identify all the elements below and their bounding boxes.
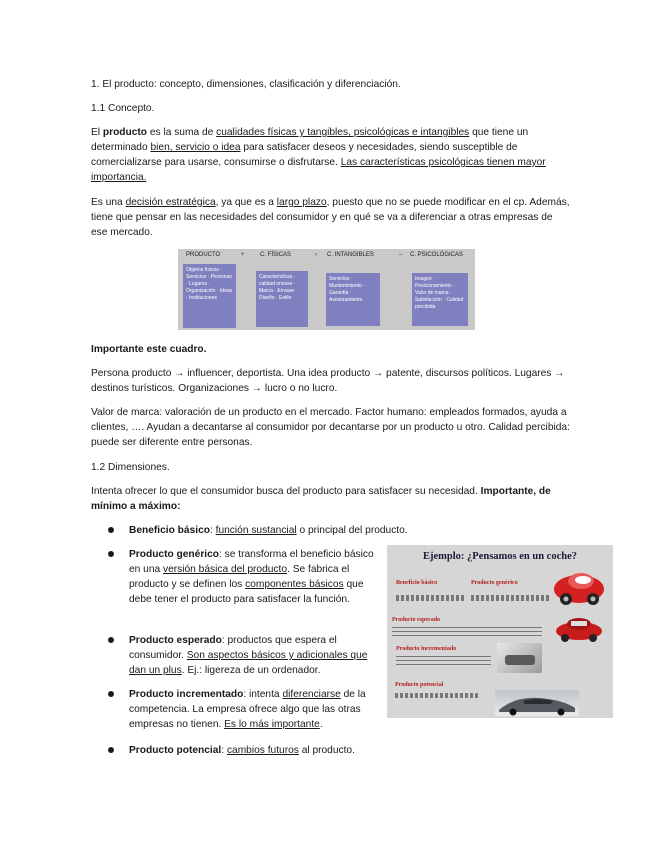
list-item-producto-esperado: Producto esperado: productos que espera el consumidor. Son aspectos básicos y adicionales que dan un plus. Ej.: ligereza de un ordenador.: [129, 635, 368, 676]
slide-desc-line: [395, 693, 480, 698]
diagram-header-intangibles: C. INTANGIBLES: [327, 252, 374, 258]
list-item-producto-incrementado: Producto incrementado: intenta diferenciarse de la competencia. La empresa ofrece algo que las otras empresas no tienen. Es lo más importante.: [129, 689, 366, 730]
slide-label-generico: Producto genérico: [471, 580, 518, 586]
bullet-icon: [108, 747, 114, 753]
diagram-header-psicologicas: C. PSICOLÓGICAS: [410, 252, 464, 258]
section-title-concept: 1.1 Concepto.: [91, 103, 155, 114]
dash-icon: –: [399, 252, 403, 258]
slide-label-beneficio: Beneficio básico: [396, 580, 438, 586]
product-components-diagram: [178, 249, 475, 330]
red-car-icon: [553, 567, 605, 607]
slide-title: Ejemplo: ¿Pensamos en un coche?: [423, 551, 577, 562]
dimensions-intro: Intenta ofrecer lo que el consumidor busca del producto para satisfacer su necesidad. Importante, de mínimo a máximo:: [91, 486, 551, 512]
slide-desc-line: [471, 595, 549, 601]
bullet-icon: [108, 527, 114, 533]
bullet-icon: [108, 691, 114, 697]
slide-desc-line: [396, 656, 491, 666]
section-title-dimensions: 1.2 Dimensiones.: [91, 462, 170, 473]
examples-paragraph: Persona producto → influencer, deportista. Una idea producto → patente, discursos políticos. Lugares → destinos turísticos. Organizaciones → lucro o no lucro.: [91, 368, 565, 394]
bullet-icon: [108, 551, 114, 557]
heading: 1. El producto: concepto, dimensiones, clasificación y diferenciación.: [91, 79, 401, 90]
car-interior-image: [497, 643, 542, 673]
bullet-icon: [108, 637, 114, 643]
concept-paragraph: El producto es la suma de cualidades físicas y tangibles, psicológicas e intangibles que tiene un determinado bien, servicio o idea para satisfacer deseos y necesidades, siendo susceptible de comercializarse para usarse, consumirse o disfrutarse. Las características psicológicas tienen mayor importancia.: [91, 127, 546, 183]
list-item-producto-potencial: Producto potencial: cambios futuros al producto.: [129, 745, 355, 756]
diagram-box-intangibles: Servicios · Mantenimiento · Garantía · Asesoramiento: [326, 273, 380, 326]
important-note: Importante este cuadro.: [91, 344, 207, 355]
diagram-box-producto: Objetos físicos · Servicios · Personas · Lugares · Organización · Ideas · Instituciones: [183, 264, 236, 328]
brand-value-paragraph: Valor de marca: valoración de un producto en el mercado. Factor humano: empleados formados, ayuda a clientes, …. Ayudan a decantarse al consumidor por decantarse por un producto u otro. Calidad percibida: puede ser diferente entre personas.: [91, 407, 570, 448]
concept-car-image: [495, 690, 579, 716]
concept-car-icon: [495, 690, 579, 716]
plus-icon: +: [241, 252, 245, 258]
diagram-header-producto: PRODUCTO: [186, 252, 221, 258]
car-example-slide: [387, 545, 613, 718]
slide-label-incrementado: Producto incrementado: [396, 646, 457, 652]
list-item-beneficio-basico: Beneficio básico: función sustancial o principal del producto.: [129, 525, 408, 536]
diagram-header-fisicas: C. FÍSICAS: [260, 252, 292, 258]
slide-desc-line: [392, 627, 542, 637]
diagram-box-fisicas: Características · calidad envase · Marca · Envase · Diseño · Estilo: [256, 271, 308, 327]
slide-desc-line: [396, 595, 466, 601]
list-item-producto-generico: Producto genérico: se transforma el beneficio básico en una versión básica del producto. Se fabrica el producto y se definen los componentes básicos que debe tener el producto para satisfacer la función.: [129, 549, 374, 605]
strategy-paragraph: Es una decisión estratégica, ya que es a largo plazo, puesto que no se puede modificar en el cp. Además, tiene que pensar en las necesidades del consumidor y en qué se va a diferenciar a otras empresas de ese mercado.: [91, 197, 570, 238]
slide-label-potencial: Producto potencial: [395, 682, 444, 688]
diagram-box-psicologicas: Imagen · Posicionamiento · Valor de marca · Satisfacción · Calidad percibida: [412, 273, 468, 326]
arrow-right-icon: ›: [315, 252, 317, 258]
red-sedan-icon: [555, 615, 603, 643]
slide-label-esperado: Producto esperado: [392, 617, 441, 623]
